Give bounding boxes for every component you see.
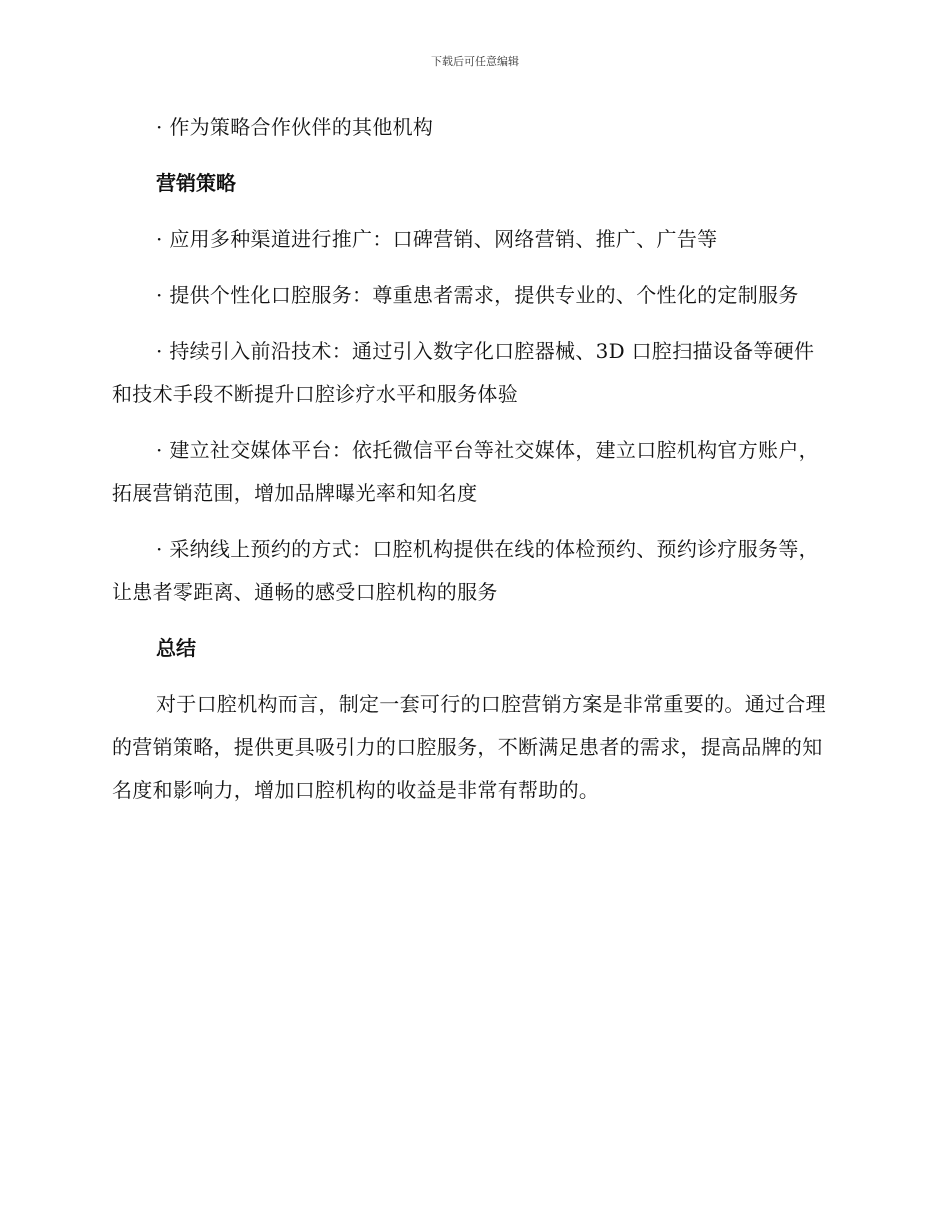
list-item-partners: · 作为策略合作伙伴的其他机构 — [156, 115, 434, 139]
list-item-strategy-technology: · 持续引入前沿技术：通过引入数字化口腔器械、3D 口腔扫描设备等硬件和技术手段不断提升口腔诊疗水平和服务体验 — [112, 339, 815, 406]
page-header-note: 下载后可任意编辑 — [431, 55, 519, 68]
list-item-strategy-channels: · 应用多种渠道进行推广：口碑营销、网络营销、推广、广告等 — [156, 227, 718, 251]
summary-paragraph: 对于口腔机构而言，制定一套可行的口腔营销方案是非常重要的。通过合理的营销策略，提供更具吸引力的口腔服务，不断满足患者的需求，提高品牌的知名度和影响力，增加口腔机构的收益是非常有帮助的。 — [112, 692, 826, 802]
list-item-strategy-social-media: · 建立社交媒体平台：依托微信平台等社交媒体，建立口腔机构官方账户，拓展营销范围，增加品牌曝光率和知名度 — [112, 438, 819, 505]
list-item-strategy-online-booking: · 采纳线上预约的方式：口腔机构提供在线的体检预约、预约诊疗服务等，让患者零距离、通畅的感受口腔机构的服务 — [112, 537, 819, 604]
section-heading-marketing-strategy: 营销策略 — [156, 171, 236, 195]
document-body — [112, 106, 832, 825]
list-item-strategy-personalized: · 提供个性化口腔服务：尊重患者需求，提供专业的、个性化的定制服务 — [156, 283, 799, 307]
section-heading-summary: 总结 — [156, 636, 196, 660]
